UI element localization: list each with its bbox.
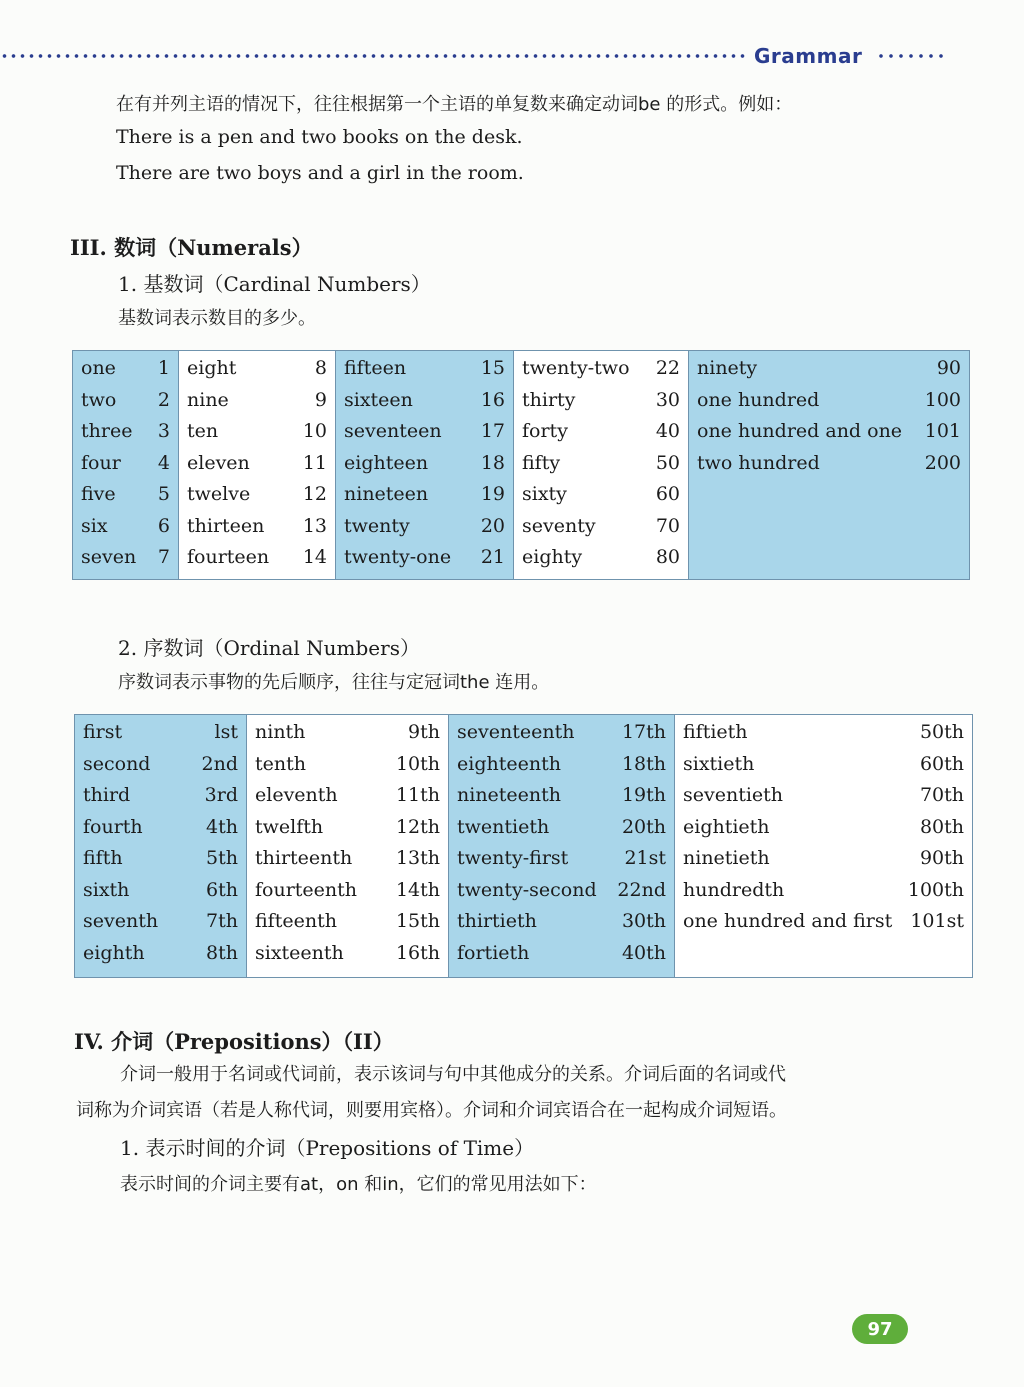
header-rule: [0, 44, 950, 66]
table-row: [514, 357, 688, 389]
table-row: [247, 910, 448, 942]
number-value: 10: [302, 420, 327, 442]
number-word: thirteenth: [255, 847, 353, 869]
ordinal-table-column: [449, 715, 675, 977]
table-row: [336, 515, 513, 547]
number-word: two hundred: [697, 451, 820, 474]
number-value: 16th: [395, 941, 440, 964]
number-value: 4: [157, 451, 170, 474]
prepositions-desc-line-2: 词称为介词宾语（若是人称代词，则要用宾格）。介词和介词宾语合在一起构成介词短语。: [76, 1100, 787, 1121]
number-word: twenty-two: [522, 357, 630, 379]
table-row: [449, 879, 674, 911]
number-value: 20: [480, 514, 505, 537]
number-word: sixth: [83, 878, 130, 901]
ordinal-table-column: [75, 715, 247, 977]
number-word: fourteenth: [255, 878, 358, 901]
number-value: 7: [157, 546, 170, 568]
number-word: eight: [187, 357, 237, 379]
table-row: [336, 357, 513, 389]
intro-example-2: There are two boys and a girl in the room.: [116, 162, 524, 184]
number-word: ninety: [697, 357, 758, 379]
ordinal-title: 2. 序数词（Ordinal Numbers）: [118, 636, 420, 660]
table-row: [75, 784, 246, 816]
prepositions-desc-line-1: 介词一般用于名词或代词前，表示该词与句中其他成分的关系。介词后面的名词或代: [120, 1064, 786, 1085]
cardinal-numbers-table: [72, 350, 970, 580]
table-row: [75, 879, 246, 911]
table-row: [247, 847, 448, 879]
number-value: 21: [480, 546, 505, 568]
number-word: two: [81, 388, 117, 411]
cardinal-table-column: [689, 351, 969, 579]
cardinal-table-column: [73, 351, 179, 579]
number-word: twenty-first: [457, 847, 569, 869]
number-value: 101: [924, 420, 961, 442]
table-row: [73, 483, 178, 515]
number-value: 12th: [395, 815, 440, 838]
ordinal-description: 序数词表示事物的先后顺序，往往与定冠词the 连用。: [118, 672, 550, 693]
table-row: [336, 452, 513, 484]
number-word: twenty: [344, 514, 410, 537]
number-word: twenty-one: [344, 546, 452, 568]
table-row: [73, 420, 178, 452]
number-value: 18th: [621, 752, 666, 775]
number-value: 30th: [621, 910, 666, 932]
number-value: 4th: [206, 815, 238, 838]
table-row: [449, 942, 674, 974]
number-value: 200: [924, 451, 961, 474]
number-value: 90: [936, 357, 961, 379]
table-row: [247, 753, 448, 785]
number-value: 11: [302, 451, 327, 474]
number-value: 40: [655, 420, 680, 442]
table-row: [689, 389, 969, 421]
table-row: [514, 483, 688, 515]
number-word: fourteen: [187, 546, 270, 568]
table-row: [179, 389, 335, 421]
cardinal-table-column: [179, 351, 336, 579]
number-word: fifty: [522, 451, 561, 474]
table-row: [449, 721, 674, 753]
number-value: 70th: [919, 784, 964, 806]
number-word: eighty: [522, 546, 583, 568]
number-word: nine: [187, 388, 229, 411]
table-row: [514, 515, 688, 547]
table-row: [75, 753, 246, 785]
number-word: one: [81, 357, 116, 379]
number-word: thirtieth: [457, 910, 537, 932]
table-row: [336, 389, 513, 421]
number-word: twelve: [187, 483, 251, 505]
table-row: [179, 546, 335, 578]
table-row: [75, 942, 246, 974]
table-row: [675, 784, 972, 816]
number-value: 22: [655, 357, 680, 379]
number-word: ten: [187, 420, 219, 442]
number-word: twenty-second: [457, 878, 597, 901]
number-word: hundredth: [683, 878, 785, 901]
number-word: five: [81, 483, 116, 505]
table-row: [75, 847, 246, 879]
number-value: 17th: [621, 721, 666, 743]
number-value: 5th: [206, 847, 238, 869]
number-value: 6: [157, 514, 170, 537]
number-word: seventh: [83, 910, 159, 932]
header-dots-right: [876, 54, 948, 58]
number-value: 90th: [919, 847, 964, 869]
number-word: fortieth: [457, 941, 530, 964]
number-word: one hundred: [697, 388, 820, 411]
number-value: 22nd: [617, 878, 666, 901]
number-word: eleventh: [255, 784, 338, 806]
number-value: 50: [655, 451, 680, 474]
page-number-badge: 97: [852, 1314, 908, 1344]
number-value: 2nd: [201, 752, 238, 775]
number-word: three: [81, 420, 133, 442]
table-row: [675, 721, 972, 753]
number-value: 3rd: [204, 784, 238, 806]
number-value: 3: [157, 420, 170, 442]
number-word: third: [83, 784, 131, 806]
prepositions-heading: IV. 介词（Prepositions）（II）: [74, 1029, 394, 1054]
table-row: [179, 483, 335, 515]
number-word: fiftieth: [683, 721, 748, 743]
number-word: sixteenth: [255, 941, 344, 964]
intro-rule-text: 在有并列主语的情况下，往往根据第一个主语的单复数来确定动词be 的形式。例如：: [116, 94, 793, 115]
number-word: four: [81, 451, 121, 474]
number-value: 18: [480, 451, 505, 474]
number-word: ninth: [255, 721, 306, 743]
number-value: 70: [655, 514, 680, 537]
table-row: [75, 910, 246, 942]
number-value: 60th: [919, 752, 964, 775]
table-row: [73, 546, 178, 578]
ordinal-table-column: [247, 715, 449, 977]
ordinal-numbers-table: [74, 714, 973, 978]
number-word: fifteen: [344, 357, 407, 379]
cardinal-title: 1. 基数词（Cardinal Numbers）: [118, 272, 431, 296]
number-word: eightieth: [683, 815, 770, 838]
number-word: forty: [522, 420, 568, 442]
table-row: [675, 816, 972, 848]
number-word: twelfth: [255, 815, 324, 838]
number-word: nineteenth: [457, 784, 562, 806]
table-row: [247, 879, 448, 911]
table-row: [336, 420, 513, 452]
number-value: 13: [302, 514, 327, 537]
table-row: [73, 452, 178, 484]
number-value: 14: [302, 546, 327, 568]
table-row: [449, 784, 674, 816]
table-row: [247, 721, 448, 753]
table-row: [179, 452, 335, 484]
table-row: [449, 910, 674, 942]
number-value: 9: [314, 388, 327, 411]
table-row: [514, 546, 688, 578]
table-row: [689, 420, 969, 452]
table-row: [689, 452, 969, 484]
number-value: 6th: [206, 878, 238, 901]
number-value: 30: [655, 388, 680, 411]
number-value: 8th: [206, 941, 238, 964]
number-word: seventy: [522, 514, 596, 537]
table-row: [75, 816, 246, 848]
number-value: 13th: [395, 847, 440, 869]
section-title: Grammar: [754, 44, 863, 68]
intro-example-1: There is a pen and two books on the desk.: [116, 126, 523, 148]
number-word: eighteen: [344, 451, 429, 474]
number-value: 101st: [910, 910, 964, 932]
number-value: 7th: [206, 910, 238, 932]
number-word: seventieth: [683, 784, 784, 806]
number-value: 14th: [395, 878, 440, 901]
number-value: 5: [157, 483, 170, 505]
table-row: [514, 420, 688, 452]
number-value: 50th: [919, 721, 964, 743]
number-value: 15th: [395, 910, 440, 932]
table-row: [73, 357, 178, 389]
number-word: fourth: [83, 815, 143, 838]
table-row: [675, 879, 972, 911]
table-row: [675, 847, 972, 879]
number-word: ninetieth: [683, 847, 770, 869]
number-value: 15: [480, 357, 505, 379]
table-row: [675, 753, 972, 785]
table-row: [336, 546, 513, 578]
table-row: [179, 515, 335, 547]
number-word: sixteen: [344, 388, 413, 411]
number-word: eighth: [83, 941, 145, 964]
number-value: 2: [157, 388, 170, 411]
cardinal-table-column: [514, 351, 689, 579]
table-row: [449, 847, 674, 879]
table-row: [247, 816, 448, 848]
table-row: [247, 784, 448, 816]
number-word: six: [81, 514, 108, 537]
number-value: 100: [924, 388, 961, 411]
number-value: 100th: [907, 878, 964, 901]
number-value: lst: [214, 721, 238, 743]
number-word: one hundred and first: [683, 910, 893, 932]
table-row: [675, 910, 972, 942]
table-row: [449, 753, 674, 785]
time-prepositions-title: 1. 表示时间的介词（Prepositions of Time）: [120, 1136, 535, 1160]
number-word: fifth: [83, 847, 123, 869]
number-word: nineteen: [344, 483, 429, 505]
number-word: seventeen: [344, 420, 442, 442]
number-value: 17: [480, 420, 505, 442]
number-word: thirty: [522, 388, 576, 411]
number-word: tenth: [255, 752, 306, 775]
table-row: [689, 357, 969, 389]
number-value: 19: [480, 483, 505, 505]
number-word: seventeenth: [457, 721, 575, 743]
table-row: [179, 357, 335, 389]
number-value: 19th: [621, 784, 666, 806]
table-row: [73, 389, 178, 421]
table-row: [514, 452, 688, 484]
number-value: 20th: [621, 815, 666, 838]
number-word: fifteenth: [255, 910, 337, 932]
cardinal-description: 基数词表示数目的多少。: [118, 308, 316, 329]
number-value: 9th: [408, 721, 440, 743]
number-value: 11th: [395, 784, 440, 806]
number-value: 1: [157, 357, 170, 379]
number-value: 10th: [395, 752, 440, 775]
table-row: [336, 483, 513, 515]
number-value: 80th: [919, 815, 964, 838]
time-prepositions-desc: 表示时间的介词主要有at，on 和in，它们的常见用法如下：: [120, 1174, 597, 1195]
numerals-heading: III. 数词（Numerals）: [70, 235, 313, 260]
number-value: 21st: [624, 847, 666, 869]
table-row: [75, 721, 246, 753]
ordinal-table-column: [675, 715, 972, 977]
table-row: [73, 515, 178, 547]
table-row: [247, 942, 448, 974]
number-word: first: [83, 721, 123, 743]
number-word: one hundred and one: [697, 420, 903, 442]
table-row: [179, 420, 335, 452]
number-value: 40th: [621, 941, 666, 964]
number-word: thirteen: [187, 514, 265, 537]
number-value: 8: [314, 357, 327, 379]
number-word: eleven: [187, 451, 250, 474]
number-value: 60: [655, 483, 680, 505]
header-dots-left: [0, 54, 748, 58]
number-word: sixtieth: [683, 752, 755, 775]
number-value: 12: [302, 483, 327, 505]
table-row: [514, 389, 688, 421]
table-row: [449, 816, 674, 848]
number-word: eighteenth: [457, 752, 561, 775]
number-word: twentieth: [457, 815, 550, 838]
number-word: seven: [81, 546, 137, 568]
number-value: 80: [655, 546, 680, 568]
number-word: second: [83, 752, 151, 775]
cardinal-table-column: [336, 351, 514, 579]
number-word: sixty: [522, 483, 567, 505]
number-value: 16: [480, 388, 505, 411]
